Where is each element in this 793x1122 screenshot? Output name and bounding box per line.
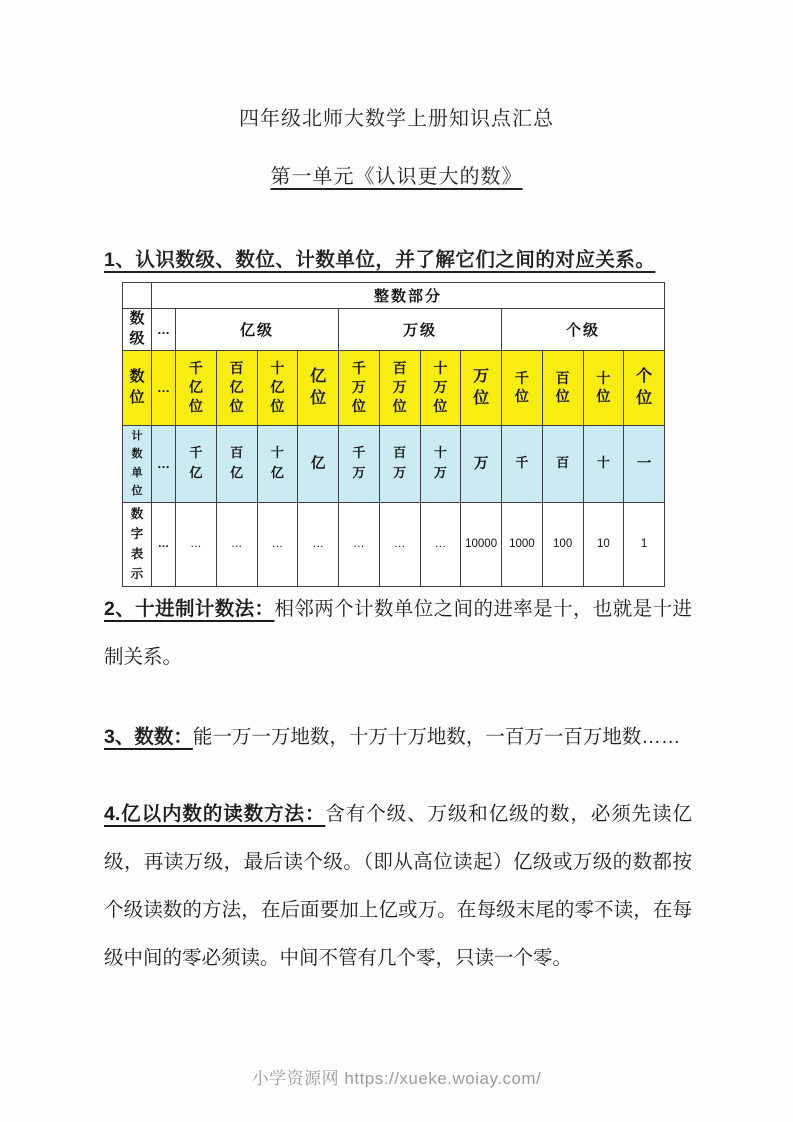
unit-cell-2-text: 十亿 — [270, 446, 284, 481]
group-header-0-text: 亿级 — [239, 321, 274, 339]
digit-cell-4-text: … — [353, 538, 365, 550]
digit-cell-9 — [542, 502, 583, 586]
unit-cell-8-text: 千 — [515, 455, 529, 471]
unit-cell-4-text: 千万 — [352, 446, 366, 481]
table-row — [123, 425, 665, 502]
place-cell-6-text: 十万位 — [433, 360, 448, 414]
place-cell-3-text: 亿位 — [310, 367, 327, 407]
doc-title: 四年级北师大数学上册知识点汇总 — [239, 108, 554, 130]
table-row — [123, 350, 665, 425]
place-cell-9 — [542, 350, 583, 425]
point-4 — [104, 790, 692, 982]
unit-cell-6 — [420, 425, 461, 502]
unit-title: 第一单元《认识更大的数》 — [270, 166, 523, 188]
place-cell-7 — [461, 350, 502, 425]
place-cell-1 — [216, 350, 257, 425]
digit-cell-7 — [461, 502, 502, 586]
group-header-1-text: 万级 — [402, 321, 437, 339]
unit-cell-3 — [298, 425, 339, 502]
group-header-2-text: 个级 — [565, 321, 600, 339]
unit-cell-11-text: 一 — [636, 454, 652, 472]
unit-cell-0 — [176, 425, 217, 502]
digit-cell-8-text: 1000 — [509, 538, 535, 550]
place-value-table — [122, 282, 665, 587]
digit-cell-1-text: … — [230, 538, 243, 550]
unit-cell-4 — [339, 425, 380, 502]
digit-cell-4 — [339, 502, 380, 586]
row-label-unit — [123, 425, 152, 502]
point-1-text: 1、认识数级、数位、计数单位，并了解它们之间的对应关系。 — [104, 249, 656, 271]
unit-cell-1-text: 百亿 — [230, 446, 244, 481]
digit-cell-10-text: 10 — [596, 538, 610, 550]
table-row — [123, 309, 665, 351]
point-3-lead: 3、数数： — [104, 726, 193, 748]
digit-cell-8 — [502, 502, 543, 586]
point-3 — [104, 713, 692, 761]
unit-cell-11 — [624, 425, 665, 502]
unit-ellipsis-cell — [152, 425, 176, 502]
place-cell-3 — [298, 350, 339, 425]
place-cell-5-text: 百万位 — [392, 360, 407, 414]
group-header-0 — [176, 309, 339, 351]
corner-cell — [123, 283, 152, 309]
place-cell-0-text: 千亿位 — [188, 360, 203, 414]
digit-cell-11 — [624, 502, 665, 586]
unit-ellipsis-cell-text: … — [157, 456, 170, 471]
digit-cell-10 — [583, 502, 624, 586]
digit-cell-6-text: … — [434, 538, 447, 550]
place-cell-7-text: 万位 — [473, 367, 490, 407]
place-cell-2 — [257, 350, 298, 425]
unit-cell-5-text: 百万 — [393, 446, 407, 481]
unit-cell-6-text: 十万 — [433, 446, 447, 481]
place-cell-4 — [339, 350, 380, 425]
place-cell-10 — [583, 350, 624, 425]
page-footer: 小学资源网 https://xueke.woiay.com/ — [251, 1069, 542, 1088]
digits-ellipsis-cell — [152, 502, 176, 586]
digit-cell-5 — [379, 502, 420, 586]
digit-cell-0 — [176, 502, 217, 586]
row-label-digits — [123, 502, 152, 586]
unit-cell-10 — [583, 425, 624, 502]
integer-part-header — [152, 283, 665, 309]
group-header-1 — [339, 309, 502, 351]
digit-cell-3 — [298, 502, 339, 586]
place-cell-4-text: 千万位 — [351, 360, 366, 414]
place-cell-9-text: 百位 — [555, 369, 570, 405]
point-4-body: 含有个级、万级和亿级的数，必须先读亿级，再读万级，最后读个级。（即从高位读起）亿级或万级的数都按个级读数的方法，在后面要加上亿或万。在每级末尾的零不读，在每级中间的零必须读。中间不管有几个零，只读一个零。 — [104, 803, 692, 969]
place-cell-11 — [624, 350, 665, 425]
row-label-level — [123, 309, 152, 351]
digit-cell-1 — [216, 502, 257, 586]
point-2 — [104, 585, 692, 681]
place-cell-5 — [379, 350, 420, 425]
row-label-place — [123, 350, 152, 425]
place-cell-11-text: 个位 — [636, 367, 653, 407]
unit-cell-9 — [542, 425, 583, 502]
place-value-table-body — [123, 283, 665, 587]
digit-cell-9-text: 100 — [553, 538, 573, 550]
unit-cell-8 — [502, 425, 543, 502]
table-row — [123, 283, 665, 309]
level-ellipsis-cell-text: … — [157, 321, 170, 337]
unit-cell-7-text: 万 — [473, 454, 489, 472]
row-label-unit-text: 计数单位 — [131, 429, 143, 497]
digit-cell-2-text: … — [271, 538, 284, 550]
level-ellipsis-cell — [152, 309, 176, 351]
row-label-place-text: 数位 — [129, 368, 145, 406]
unit-cell-0-text: 千亿 — [189, 446, 203, 481]
point-2-body: 相邻两个计数单位之间的进率是十，也就是十进制关系。 — [104, 598, 692, 668]
digit-cell-5-text: … — [393, 538, 406, 550]
unit-cell-7 — [461, 425, 502, 502]
digits-ellipsis-cell-text: … — [157, 538, 170, 550]
unit-cell-9-text: 百 — [556, 455, 570, 471]
point-3-body: 能一万一万地数，十万十万地数，一百万一百万地数…… — [192, 726, 681, 748]
unit-cell-3-text: 亿 — [310, 454, 326, 472]
group-header-2 — [502, 309, 665, 351]
point-1 — [104, 244, 704, 272]
place-cell-8 — [502, 350, 543, 425]
unit-cell-10-text: 十 — [596, 455, 610, 471]
unit-cell-2 — [257, 425, 298, 502]
point-2-lead: 2、十进制计数法： — [104, 598, 275, 620]
place-cell-1-text: 百亿位 — [229, 360, 244, 414]
digit-cell-3-text: … — [312, 538, 324, 550]
point-4-lead: 4.亿以内数的读数方法： — [104, 803, 326, 825]
digit-cell-0-text: … — [190, 538, 202, 550]
digit-cell-2 — [257, 502, 298, 586]
place-cell-2-text: 十亿位 — [270, 360, 285, 414]
digit-cell-6 — [420, 502, 461, 586]
digit-cell-11-text: 1 — [640, 538, 648, 550]
place-ellipsis-cell — [152, 350, 176, 425]
table-row — [123, 502, 665, 586]
place-cell-8-text: 千位 — [514, 369, 529, 405]
unit-title-wrap — [0, 160, 793, 189]
row-label-digits-text: 数字表示 — [130, 506, 144, 582]
unit-cell-1 — [216, 425, 257, 502]
place-cell-6 — [420, 350, 461, 425]
row-label-level-text: 数级 — [129, 310, 145, 348]
place-cell-0 — [176, 350, 217, 425]
place-ellipsis-cell-text: … — [157, 380, 170, 395]
place-cell-10-text: 十位 — [596, 369, 611, 405]
integer-part-header-text: 整数部分 — [373, 288, 442, 305]
unit-cell-5 — [379, 425, 420, 502]
digit-cell-7-text: 10000 — [465, 538, 498, 550]
